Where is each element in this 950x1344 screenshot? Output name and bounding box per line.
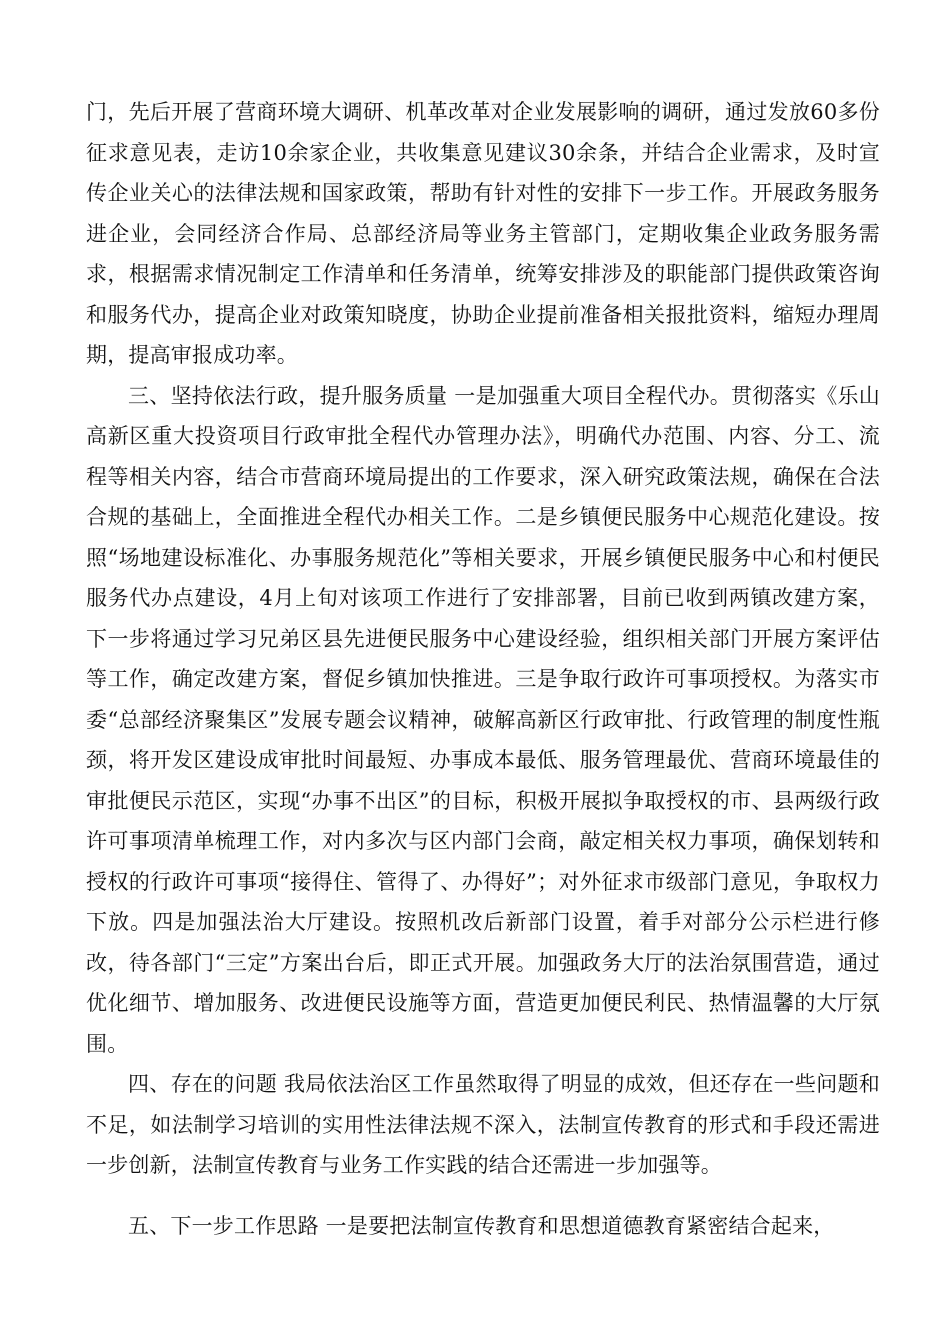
paragraph-section-four: 四、存在的问题 我局依法治区工作虽然取得了明显的成效，但还存在一些问题和不足，如法制学习培训的实用性法律法规不深入，法制宣传教育的形式和手段还需进一步创新，法制宣传教育与业务工作实践的结合还需进一步加强等。 — [86, 1072, 880, 1177]
paragraph-section-three: 三、坚持依法行政，提升服务质量 一是加强重大项目全程代办。贯彻落实《乐山高新区重大投资项目行政审批全程代办管理办法》，明确代办范围、内容、分工、流程等相关内容，结合市营商环境局提出的工作要求，深入研究政策法规，确保在合法合规的基础上，全面推进全程代办相关工作。二是乡镇便民服务中心规范化建设。按照“场地建设标准化、办事服务规范化”等相关要求，开展乡镇便民服务中心和村便民服务代办点建设，4月上旬对该项工作进行了安排部署，目前已收到两镇改建方案，下一步将通过学习兄弟区县先进便民服务中心建设经验，组织相关部门开展方案评估等工作，确定改建方案，督促乡镇加快推进。三是争取行政许可事项授权。为落实市委“总部经济聚集区”发展专题会议精神，破解高新区行政审批、行政管理的制度性瓶颈，将开发区建设成审批时间最短、办事成本最低、服务管理最优、营商环境最佳的审批便民示范区，实现“办事不出区”的目标，积极开展拟争取授权的市、县两级行政许可事项清单梳理工作，对内多次与区内部门会商，敲定相关权力事项，确保划转和授权的行政许可事项“接得住、管得了、办得好”；对外征求市级部门意见，争取权力下放。四是加强法治大厅建设。按照机改后新部门设置，着手对部分公示栏进行修改，待各部门“三定”方案出台后，即正式开展。加强政务大厅的法治氛围营造，通过优化细节、增加服务、改进便民设施等方面，营造更加便民利民、热情温馨的大厅氛围。 — [86, 383, 880, 1056]
document-page — [86, 92, 880, 1246]
paragraph-gap — [86, 1186, 880, 1206]
paragraph-section-five: 五、下一步工作思路 一是要把法制宣传教育和思想道德教育紧密结合起来， — [128, 1213, 835, 1238]
paragraph-continuation: 门，先后开展了营商环境大调研、机革改革对企业发展影响的调研，通过发放60多份征求意见表，走访10余家企业，共收集意见建议30余条，并结合企业需求，及时宣传企业关心的法律法规和国家政策，帮助有针对性的安排下一步工作。开展政务服务进企业，会同经济合作局、总部经济局等业务主管部门，定期收集企业政务服务需求，根据需求情况制定工作清单和任务清单，统筹安排涉及的职能部门提供政策咨询和服务代办，提高企业对政策知晓度，协助企业提前准备相关报批资料，缩短办理周期，提高审报成功率。 — [86, 100, 880, 367]
